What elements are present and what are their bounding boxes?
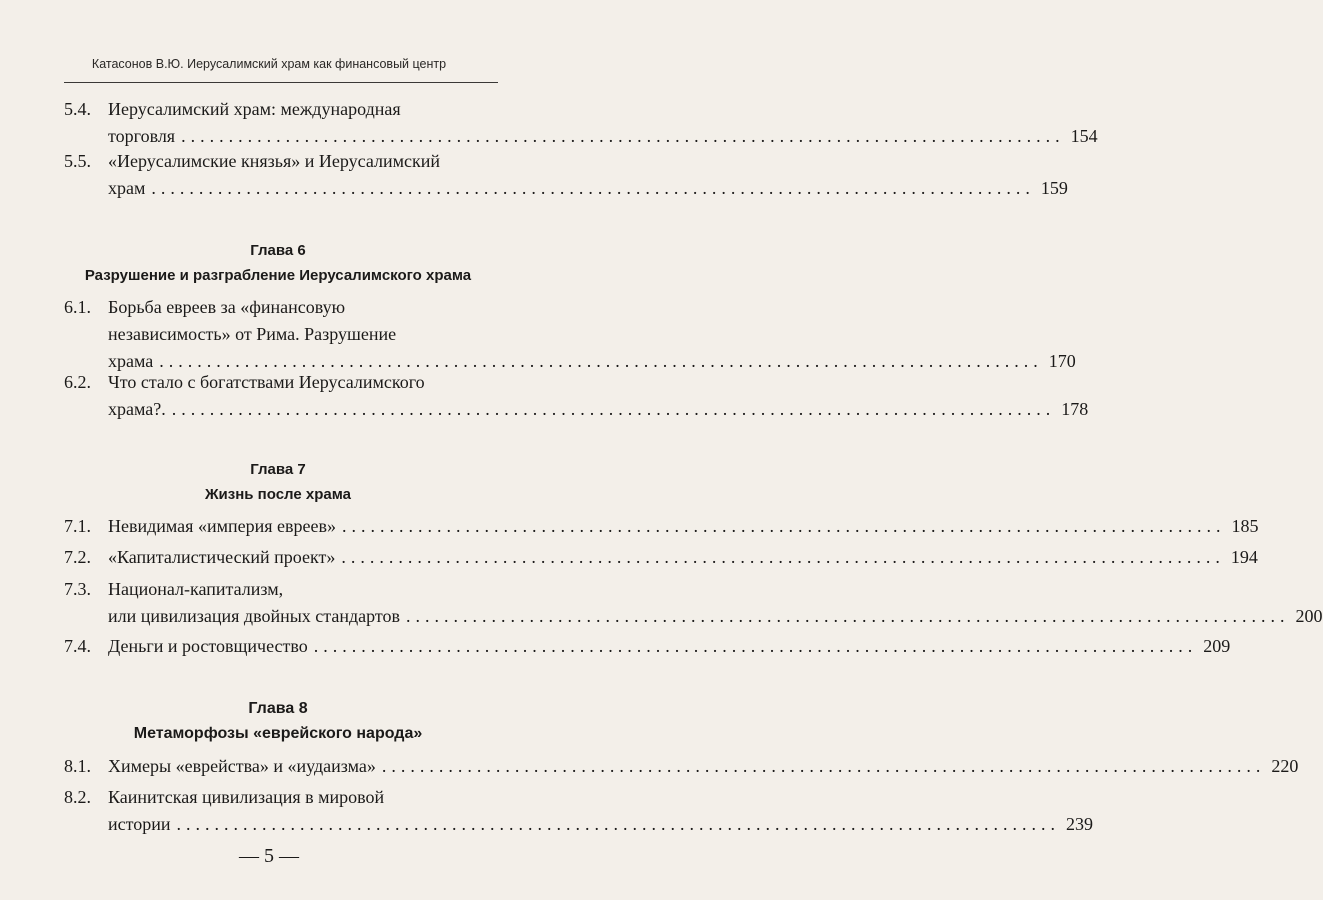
- entry-number: 6.1.: [64, 297, 91, 317]
- leader-dots: .............................................................................................: [406, 606, 1290, 626]
- page-number: 209: [1203, 636, 1231, 656]
- entry-title-line: или цивилизация двойных стандартов: [108, 606, 401, 626]
- toc-entry-7-4[interactable]: [64, 633, 1231, 660]
- leader-dots: .............................................................................................: [381, 756, 1266, 776]
- leader-dots: .............................................................................................: [341, 516, 1226, 536]
- page-number: 178: [1061, 399, 1089, 419]
- entry-title-line: торговля: [108, 126, 176, 146]
- toc-entry-7-1[interactable]: [64, 513, 1259, 540]
- entry-title-line: Деньги и ростовщичество: [108, 636, 308, 656]
- page-number: 194: [1230, 547, 1258, 567]
- entry-number: 7.3.: [64, 579, 91, 599]
- entry-number: 7.2.: [64, 547, 91, 567]
- entry-number: 7.1.: [64, 516, 91, 536]
- entry-number: 8.1.: [64, 756, 91, 776]
- entry-title-line: храма: [108, 351, 154, 371]
- toc-entry-7-2[interactable]: [64, 544, 1258, 571]
- chapter-6-label: Глава 6: [250, 242, 306, 259]
- page-number: 220: [1271, 756, 1299, 776]
- entry-title-line: Национал-капитализм,: [108, 579, 284, 599]
- entry-title-line: истории: [108, 814, 171, 834]
- leader-dots: .............................................................................................: [171, 399, 1056, 419]
- toc-entry-6-2[interactable]: [64, 369, 1089, 423]
- page-number: 154: [1070, 126, 1098, 146]
- entry-title-line: Невидимая «империя евреев»: [108, 516, 336, 536]
- entry-number: 5.5.: [64, 151, 91, 171]
- entry-title-line: «Капиталистический проект»: [108, 547, 336, 567]
- toc-entry-7-3[interactable]: [64, 576, 1323, 630]
- entry-title-line: Химеры «еврейства» и «иудаизма»: [108, 756, 376, 776]
- leader-dots: .............................................................................................: [159, 351, 1043, 371]
- toc-entry-5-4[interactable]: [64, 96, 1098, 150]
- page-number: 159: [1040, 178, 1068, 198]
- entry-number: 8.2.: [64, 787, 91, 807]
- chapter-6-title: Разрушение и разграбление Иерусалимского храма: [84, 267, 472, 284]
- page-number: 200: [1295, 606, 1323, 626]
- leader-dots: .............................................................................................: [181, 126, 1065, 146]
- toc-entry-8-1[interactable]: [64, 753, 1299, 780]
- toc-entry-6-1[interactable]: [64, 294, 1076, 375]
- leader-dots: .............................................................................................: [313, 636, 1198, 656]
- leader-dots: .............................................................................................: [176, 814, 1061, 834]
- entry-number: 5.4.: [64, 99, 91, 119]
- leader-dots: .............................................................................................: [341, 547, 1225, 567]
- entry-title-line: Каинитская цивилизация в мировой: [108, 787, 385, 807]
- entry-number: 7.4.: [64, 636, 91, 656]
- chapter-7-title: Жизнь после храма: [205, 486, 351, 503]
- entry-title-line: Что стало с богатствами Иерусалимского: [108, 372, 425, 392]
- folio-page-number: — 5 —: [239, 845, 299, 867]
- page-number: 239: [1066, 814, 1094, 834]
- entry-title-line: Борьба евреев за «финансовую: [108, 297, 346, 317]
- header-rule: [64, 82, 498, 83]
- entry-title-line: «Иерусалимские князья» и Иерусалимский: [108, 151, 440, 171]
- entry-title-line: храм: [108, 178, 146, 198]
- running-header: Катасонов В.Ю. Иерусалимский храм как финансовый центр: [91, 57, 447, 71]
- chapter-8-label: Глава 8: [248, 700, 308, 717]
- entry-number: 6.2.: [64, 372, 91, 392]
- leader-dots: .............................................................................................: [151, 178, 1035, 198]
- toc-entry-5-5[interactable]: [64, 148, 1068, 202]
- page-number: 170: [1048, 351, 1076, 371]
- toc-entry-8-2[interactable]: [64, 784, 1094, 838]
- entry-title-line: храма?.: [108, 399, 166, 419]
- page-number: 185: [1231, 516, 1259, 536]
- entry-title-line: Иерусалимский храм: международная: [108, 99, 401, 119]
- chapter-8-title: Метаморфозы «еврейского народа»: [133, 725, 423, 742]
- chapter-7-label: Глава 7: [250, 461, 306, 478]
- entry-title-line: независимость» от Рима. Разрушение: [108, 324, 397, 344]
